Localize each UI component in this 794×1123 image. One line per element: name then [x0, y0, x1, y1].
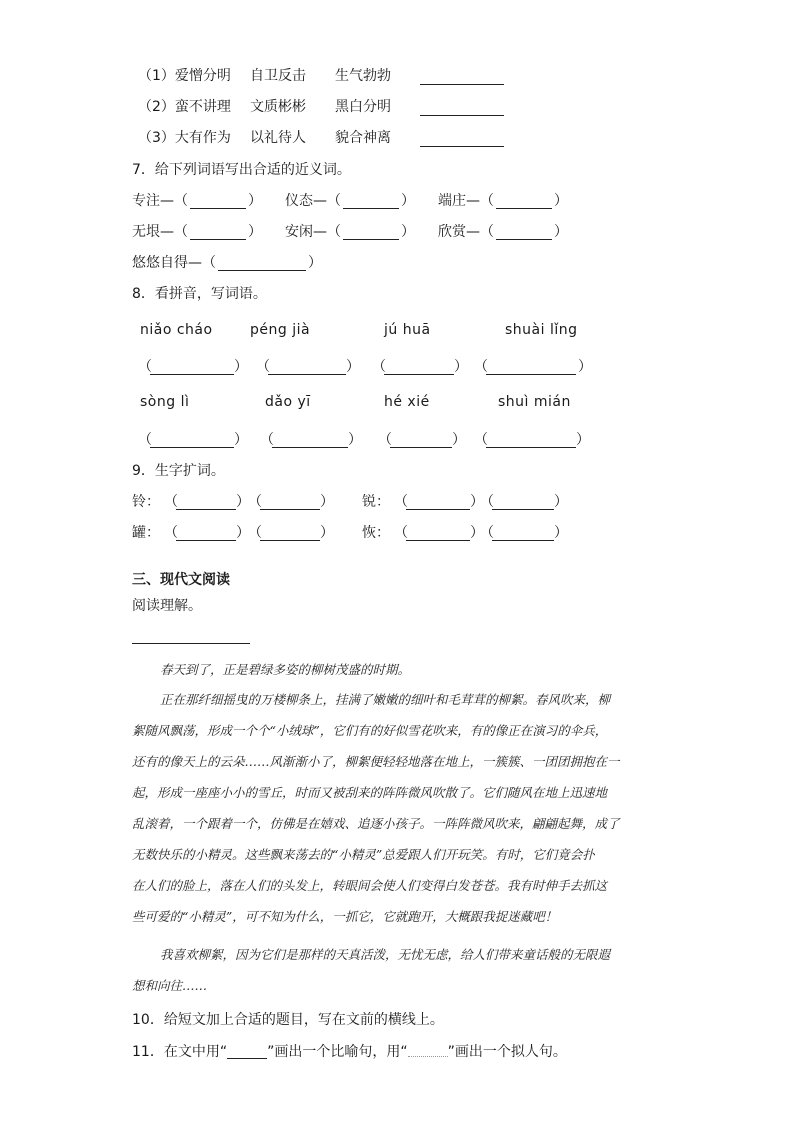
q8-a3-close: ）	[454, 359, 468, 375]
q7-item-3-close: ）	[554, 193, 568, 209]
q8-a5-close: ）	[234, 432, 248, 448]
q8-pinyin-1: niǎo cháo	[140, 322, 213, 338]
straight-underline-sample	[227, 1046, 267, 1059]
passage-line-7: 在人们的脸上，落在人们的头发上，转眼间会使人们变得白发苍苍。我有时伸手去抓这	[132, 878, 608, 893]
q7-item-1-close: ）	[248, 193, 262, 209]
q9-3b-open: （	[248, 525, 262, 541]
q7-title: 7．给下列词语写出合适的近义词。	[132, 162, 351, 178]
q8-a1-close: ）	[234, 359, 248, 375]
q7-item-6-close: ）	[554, 224, 568, 240]
q7-item-7-close: ）	[308, 255, 322, 271]
q8-a3-open: （	[372, 359, 386, 375]
wavy-underline-sample	[408, 1048, 448, 1057]
q9-char-4-line-b[interactable]	[492, 540, 554, 541]
q6-row-3-answer-line[interactable]	[420, 146, 504, 147]
section-instruction: 阅读理解。	[132, 598, 202, 614]
q7-item-5-line[interactable]	[343, 239, 399, 240]
q8-answer-7-line[interactable]	[390, 447, 452, 448]
q9-3b-close: ）	[320, 525, 334, 541]
q8-a1-open: （	[138, 359, 152, 375]
q9-4b-open: （	[480, 525, 494, 541]
q8-answer-1-line[interactable]	[150, 374, 234, 375]
q7-item-7: 悠悠自得—（	[132, 255, 216, 271]
passage-p3-line-1: 我喜欢柳絮，因为它们是那样的天真活泼，无忧无虑，给人们带来童话般的无限遐	[160, 947, 611, 962]
q7-item-1-line[interactable]	[190, 208, 246, 209]
q8-pinyin-8: shuì mián	[498, 394, 571, 410]
passage-line-8: 些可爱的“小精灵”，可不知为什么，一抓它，它就跑开，大概跟我捉迷藏吧！	[132, 909, 558, 924]
q6-row-3-word-2: 以礼待人	[250, 130, 306, 146]
q6-row-3-label: （3）大有作为	[138, 130, 231, 146]
q7-item-5: 安闲—（	[285, 224, 341, 240]
passage-line-3: 还有的像天上的云朵……风渐渐小了，柳絮便轻轻地落在地上，一簇簇、一团团拥抱在一	[132, 754, 620, 769]
q9-1a-close: ）	[236, 494, 250, 510]
q8-a7-close: ）	[452, 432, 466, 448]
q6-row-2-word-3: 黑白分明	[335, 99, 391, 115]
q7-item-4: 无垠—（	[132, 224, 188, 240]
passage-p3-line-2: 想和向往……	[132, 978, 208, 993]
passage-p1: 春天到了，正是碧绿多姿的柳树茂盛的时期。	[160, 662, 411, 677]
q9-2a-close: ）	[470, 494, 484, 510]
q8-pinyin-3: jú huā	[384, 322, 431, 338]
q7-item-4-close: ）	[248, 224, 262, 240]
q11-part-b: ”画出一个比喻句，用“	[267, 1044, 408, 1060]
q9-4b-close: ）	[554, 525, 568, 541]
q8-answer-6-line[interactable]	[272, 447, 348, 448]
q8-answer-8-line[interactable]	[486, 447, 576, 448]
q6-row-1-word-3: 生气勃勃	[335, 68, 391, 84]
q9-char-1-line-a[interactable]	[176, 509, 236, 510]
q8-pinyin-5: sòng lì	[140, 394, 190, 410]
q9-4a-close: ）	[470, 525, 484, 541]
q9-1b-close: ）	[320, 494, 334, 510]
q8-a8-close: ）	[576, 432, 590, 448]
q8-pinyin-4: shuài lǐng	[505, 322, 578, 338]
q6-row-2-word-2: 文质彬彬	[250, 99, 306, 115]
q6-row-1-word-2: 自卫反击	[250, 68, 306, 84]
q9-title: 9．生字扩词。	[132, 463, 225, 479]
q9-char-3: 罐：	[132, 525, 160, 541]
q7-item-6-line[interactable]	[496, 239, 552, 240]
q9-char-4-line-a[interactable]	[406, 540, 470, 541]
passage-line-1: 正在那纤细摇曳的万楼柳条上，挂满了嫩嫩的细叶和毛茸茸的柳絮。春风吹来，柳	[160, 692, 611, 707]
q6-row-2-label: （2）蛮不讲理	[138, 99, 231, 115]
q8-answer-3-line[interactable]	[384, 374, 454, 375]
q9-1b-open: （	[248, 494, 262, 510]
q7-item-2-close: ）	[401, 193, 415, 209]
q6-row-1	[138, 66, 231, 86]
q8-a5-open: （	[138, 432, 152, 448]
q9-2b-close: ）	[554, 494, 568, 510]
q6-row-1-answer-line[interactable]	[420, 84, 504, 85]
q6-row-1-label: （1）爱憎分明	[138, 68, 231, 84]
q11	[132, 1042, 567, 1062]
q9-char-1: 铃：	[132, 494, 160, 510]
q8-a4-close: ）	[578, 359, 592, 375]
q8-a4-open: （	[474, 359, 488, 375]
q9-char-4: 恢：	[362, 525, 390, 541]
q8-a8-open: （	[474, 432, 488, 448]
passage-line-4: 起，形成一座座小小的雪丘，时而又被刮来的阵阵微风吹散了。它们随风在地上迅速地	[132, 785, 608, 800]
q8-a7-open: （	[378, 432, 392, 448]
q9-char-2: 锐：	[362, 494, 390, 510]
q7-item-3: 端庄—（	[438, 193, 494, 209]
q8-answer-5-line[interactable]	[150, 447, 234, 448]
q9-char-2-line-a[interactable]	[406, 509, 470, 510]
passage-line-6: 无数快乐的小精灵。这些飘来荡去的“小精灵”总爱跟人们开玩笑。有时，它们竟会扑	[132, 847, 595, 862]
q9-1a-open: （	[164, 494, 178, 510]
q11-part-c: ”画出一个拟人句。	[447, 1044, 567, 1060]
passage-line-2: 絮随风飘荡，形成一个个“小绒球”，它们有的好似雪花吹来，有的像正在演习的伞兵，	[132, 723, 608, 738]
q7-item-6: 欣赏—（	[438, 224, 494, 240]
q6-row-3-word-3: 貌合神离	[335, 130, 391, 146]
q10: 10．给短文加上合适的题目，写在文前的横线上。	[132, 1012, 444, 1028]
passage-line-5: 乱滚着，一个跟着一个，仿佛是在嬉戏、追逐小孩子。一阵阵微风吹来，翩翩起舞，成了	[132, 816, 620, 831]
q9-4a-open: （	[394, 525, 408, 541]
q7-item-7-line[interactable]	[218, 270, 306, 271]
q9-char-1-line-b[interactable]	[260, 509, 320, 510]
q8-pinyin-7: hé xié	[384, 394, 430, 410]
q9-char-2-line-b[interactable]	[492, 509, 554, 510]
title-answer-line[interactable]	[132, 643, 250, 644]
q9-2b-open: （	[480, 494, 494, 510]
q9-3a-close: ）	[236, 525, 250, 541]
q8-a2-open: （	[256, 359, 270, 375]
q11-part-a: 11．在文中用“	[132, 1044, 228, 1060]
q8-pinyin-2: péng jià	[250, 322, 311, 338]
q7-item-2-line[interactable]	[343, 208, 399, 209]
q8-answer-2-line[interactable]	[268, 374, 346, 375]
q8-a2-close: ）	[346, 359, 360, 375]
q8-pinyin-6: dǎo yī	[265, 394, 311, 410]
q8-a6-close: ）	[348, 432, 362, 448]
q7-item-5-close: ）	[401, 224, 415, 240]
q6-row-2-answer-line[interactable]	[420, 115, 504, 116]
q8-a6-open: （	[260, 432, 274, 448]
q7-item-4-line[interactable]	[190, 239, 246, 240]
q7-item-1: 专注—（	[132, 193, 188, 209]
q7-item-2: 仪态—（	[285, 193, 341, 209]
q9-char-3-line-a[interactable]	[176, 540, 236, 541]
q9-2a-open: （	[394, 494, 408, 510]
section-heading: 三、现代文阅读	[132, 572, 230, 588]
q7-item-3-line[interactable]	[496, 208, 552, 209]
q8-title: 8．看拼音，写词语。	[132, 286, 267, 302]
q9-3a-open: （	[164, 525, 178, 541]
q9-char-3-line-b[interactable]	[260, 540, 320, 541]
q8-answer-4-line[interactable]	[486, 374, 576, 375]
